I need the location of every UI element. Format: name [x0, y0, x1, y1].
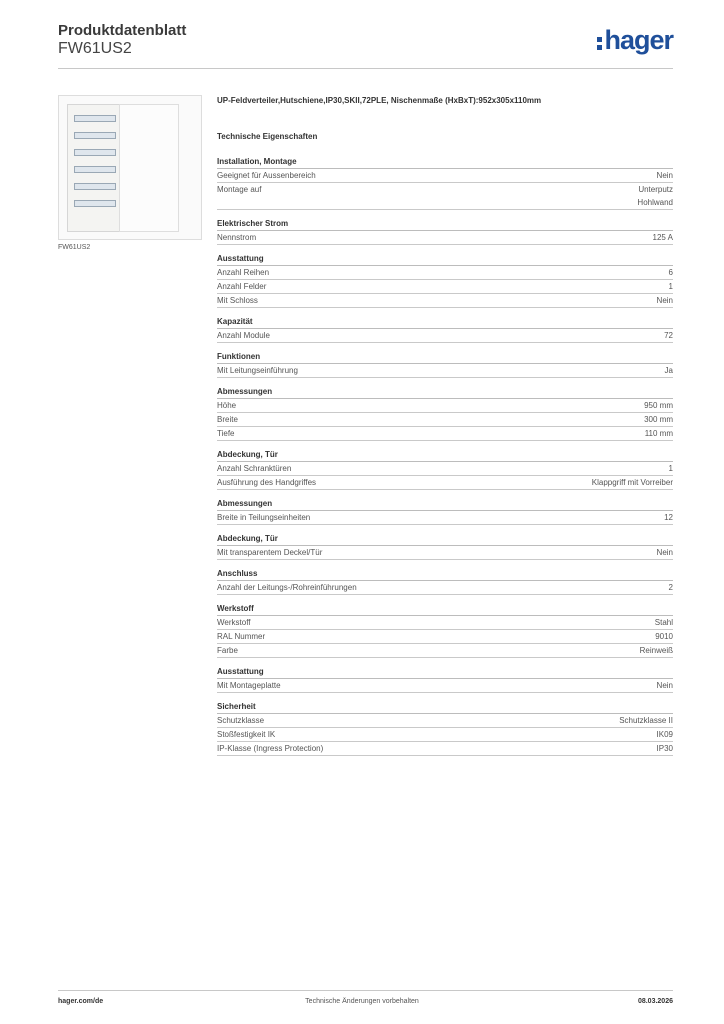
- property-value: IK09: [656, 730, 673, 739]
- header-divider: [58, 68, 673, 69]
- section-heading: Abdeckung, Tür: [217, 449, 673, 462]
- cabinet-illustration: [67, 104, 121, 232]
- section-heading: Ausstattung: [217, 666, 673, 679]
- property-label: Anzahl der Leitungs-/Rohreinführungen: [217, 583, 357, 592]
- property-label: Schutzklasse: [217, 716, 265, 725]
- din-rail: [74, 115, 116, 122]
- property-row: [217, 427, 673, 441]
- property-value: 1: [668, 282, 673, 291]
- property-section: [217, 603, 673, 658]
- product-code: FW61US2: [58, 40, 132, 57]
- property-sections: [217, 156, 673, 756]
- property-section: [217, 701, 673, 756]
- property-row: [217, 728, 673, 742]
- property-value-line: Unterputz: [638, 185, 673, 194]
- footer-website[interactable]: hager.com/de: [58, 998, 104, 1005]
- din-rail: [74, 149, 116, 156]
- technical-properties-heading: Technische Eigenschaften: [217, 132, 318, 141]
- property-value: 300 mm: [644, 415, 673, 424]
- property-row: [217, 679, 673, 693]
- property-label: Mit Leitungseinführung: [217, 366, 298, 375]
- property-row: [217, 294, 673, 308]
- property-row: [217, 714, 673, 728]
- property-value: IP30: [656, 744, 673, 753]
- din-rail: [74, 183, 116, 190]
- property-section: [217, 533, 673, 560]
- property-label: Nennstrom: [217, 233, 257, 242]
- section-heading: Abmessungen: [217, 386, 673, 399]
- logo-colon-icon: [597, 33, 602, 51]
- property-section: [217, 386, 673, 441]
- property-row: [217, 616, 673, 630]
- product-image-caption: FW61US2: [58, 244, 91, 251]
- property-row: [217, 462, 673, 476]
- property-value: Nein: [656, 296, 673, 305]
- property-label: Stoßfestigkeit IK: [217, 730, 276, 739]
- property-value: 6: [668, 268, 673, 277]
- section-heading: Installation, Montage: [217, 156, 673, 169]
- property-value: 9010: [655, 632, 673, 641]
- property-label: Anzahl Schranktüren: [217, 464, 292, 473]
- property-row: [217, 364, 673, 378]
- logo-text: hager: [604, 25, 673, 55]
- property-label: Höhe: [217, 401, 237, 410]
- property-row: [217, 742, 673, 756]
- property-section: [217, 666, 673, 693]
- page-header: [58, 20, 673, 68]
- property-value: [637, 183, 673, 209]
- hager-logo: [597, 25, 673, 55]
- property-row: [217, 266, 673, 280]
- section-heading: Sicherheit: [217, 701, 673, 714]
- property-value: 1: [668, 464, 673, 473]
- property-value: Reinweiß: [639, 646, 673, 655]
- property-label: Mit Schloss: [217, 296, 258, 305]
- property-label: Tiefe: [217, 429, 235, 438]
- property-row: [217, 169, 673, 183]
- property-label: Anzahl Reihen: [217, 268, 270, 277]
- section-heading: Kapazität: [217, 316, 673, 329]
- din-rail: [74, 132, 116, 139]
- property-section: [217, 351, 673, 378]
- property-label: Geeignet für Aussenbereich: [217, 171, 316, 180]
- din-rail: [74, 200, 116, 207]
- property-value: 12: [664, 513, 673, 522]
- property-value-line: Hohlwand: [637, 198, 673, 207]
- property-section: [217, 218, 673, 245]
- property-section: [217, 316, 673, 343]
- property-section: [217, 253, 673, 308]
- property-value: Schutzklasse II: [619, 716, 673, 725]
- section-heading: Abmessungen: [217, 498, 673, 511]
- property-value: 2: [668, 583, 673, 592]
- property-row: [217, 183, 673, 210]
- section-heading: Ausstattung: [217, 253, 673, 266]
- property-value: Klappgriff mit Vorreiber: [591, 478, 673, 487]
- property-row: [217, 280, 673, 294]
- property-value: 110 mm: [644, 429, 673, 438]
- property-value: Nein: [656, 681, 673, 690]
- property-label: Anzahl Felder: [217, 282, 267, 291]
- property-row: [217, 231, 673, 245]
- section-heading: Elektrischer Strom: [217, 218, 673, 231]
- product-image: [58, 95, 202, 240]
- property-section: [217, 568, 673, 595]
- property-label: Farbe: [217, 646, 238, 655]
- section-heading: Werkstoff: [217, 603, 673, 616]
- property-row: [217, 399, 673, 413]
- property-value: 950 mm: [644, 401, 673, 410]
- property-label: Mit transparentem Deckel/Tür: [217, 548, 323, 557]
- footer-divider: [58, 990, 673, 991]
- property-value: Nein: [656, 548, 673, 557]
- property-row: [217, 329, 673, 343]
- section-heading: Anschluss: [217, 568, 673, 581]
- property-row: [217, 413, 673, 427]
- property-section: [217, 156, 673, 210]
- property-label: Anzahl Module: [217, 331, 270, 340]
- property-label: Montage auf: [217, 185, 262, 194]
- property-row: [217, 546, 673, 560]
- property-row: [217, 476, 673, 490]
- property-section: [217, 449, 673, 490]
- property-label: Mit Montageplatte: [217, 681, 281, 690]
- property-label: Werkstoff: [217, 618, 251, 627]
- property-row: [217, 644, 673, 658]
- section-heading: Funktionen: [217, 351, 673, 364]
- din-rail: [74, 166, 116, 173]
- footer-notice: Technische Änderungen vorbehalten: [305, 998, 419, 1005]
- property-value: Nein: [656, 171, 673, 180]
- property-value: 125 A: [652, 233, 673, 242]
- property-label: Breite in Teilungseinheiten: [217, 513, 311, 522]
- property-row: [217, 630, 673, 644]
- property-row: [217, 581, 673, 595]
- property-value: Stahl: [654, 618, 673, 627]
- product-details: [217, 96, 673, 764]
- property-value: 72: [664, 331, 673, 340]
- property-label: IP-Klasse (Ingress Protection): [217, 744, 324, 753]
- product-description: UP-Feldverteiler,Hutschiene,IP30,SKII,72PLE, Nischenmaße (HxBxT):952x305x110mm: [217, 96, 542, 105]
- property-row: [217, 511, 673, 525]
- document-title: Produktdatenblatt: [58, 22, 187, 39]
- footer-date: 08.03.2026: [637, 998, 673, 1005]
- property-label: Breite: [217, 415, 238, 424]
- property-label: Ausführung des Handgriffes: [217, 478, 317, 487]
- property-label: RAL Nummer: [217, 632, 266, 641]
- cabinet-door-illustration: [119, 104, 179, 232]
- property-value: Ja: [664, 366, 673, 375]
- section-heading: Abdeckung, Tür: [217, 533, 673, 546]
- property-section: [217, 498, 673, 525]
